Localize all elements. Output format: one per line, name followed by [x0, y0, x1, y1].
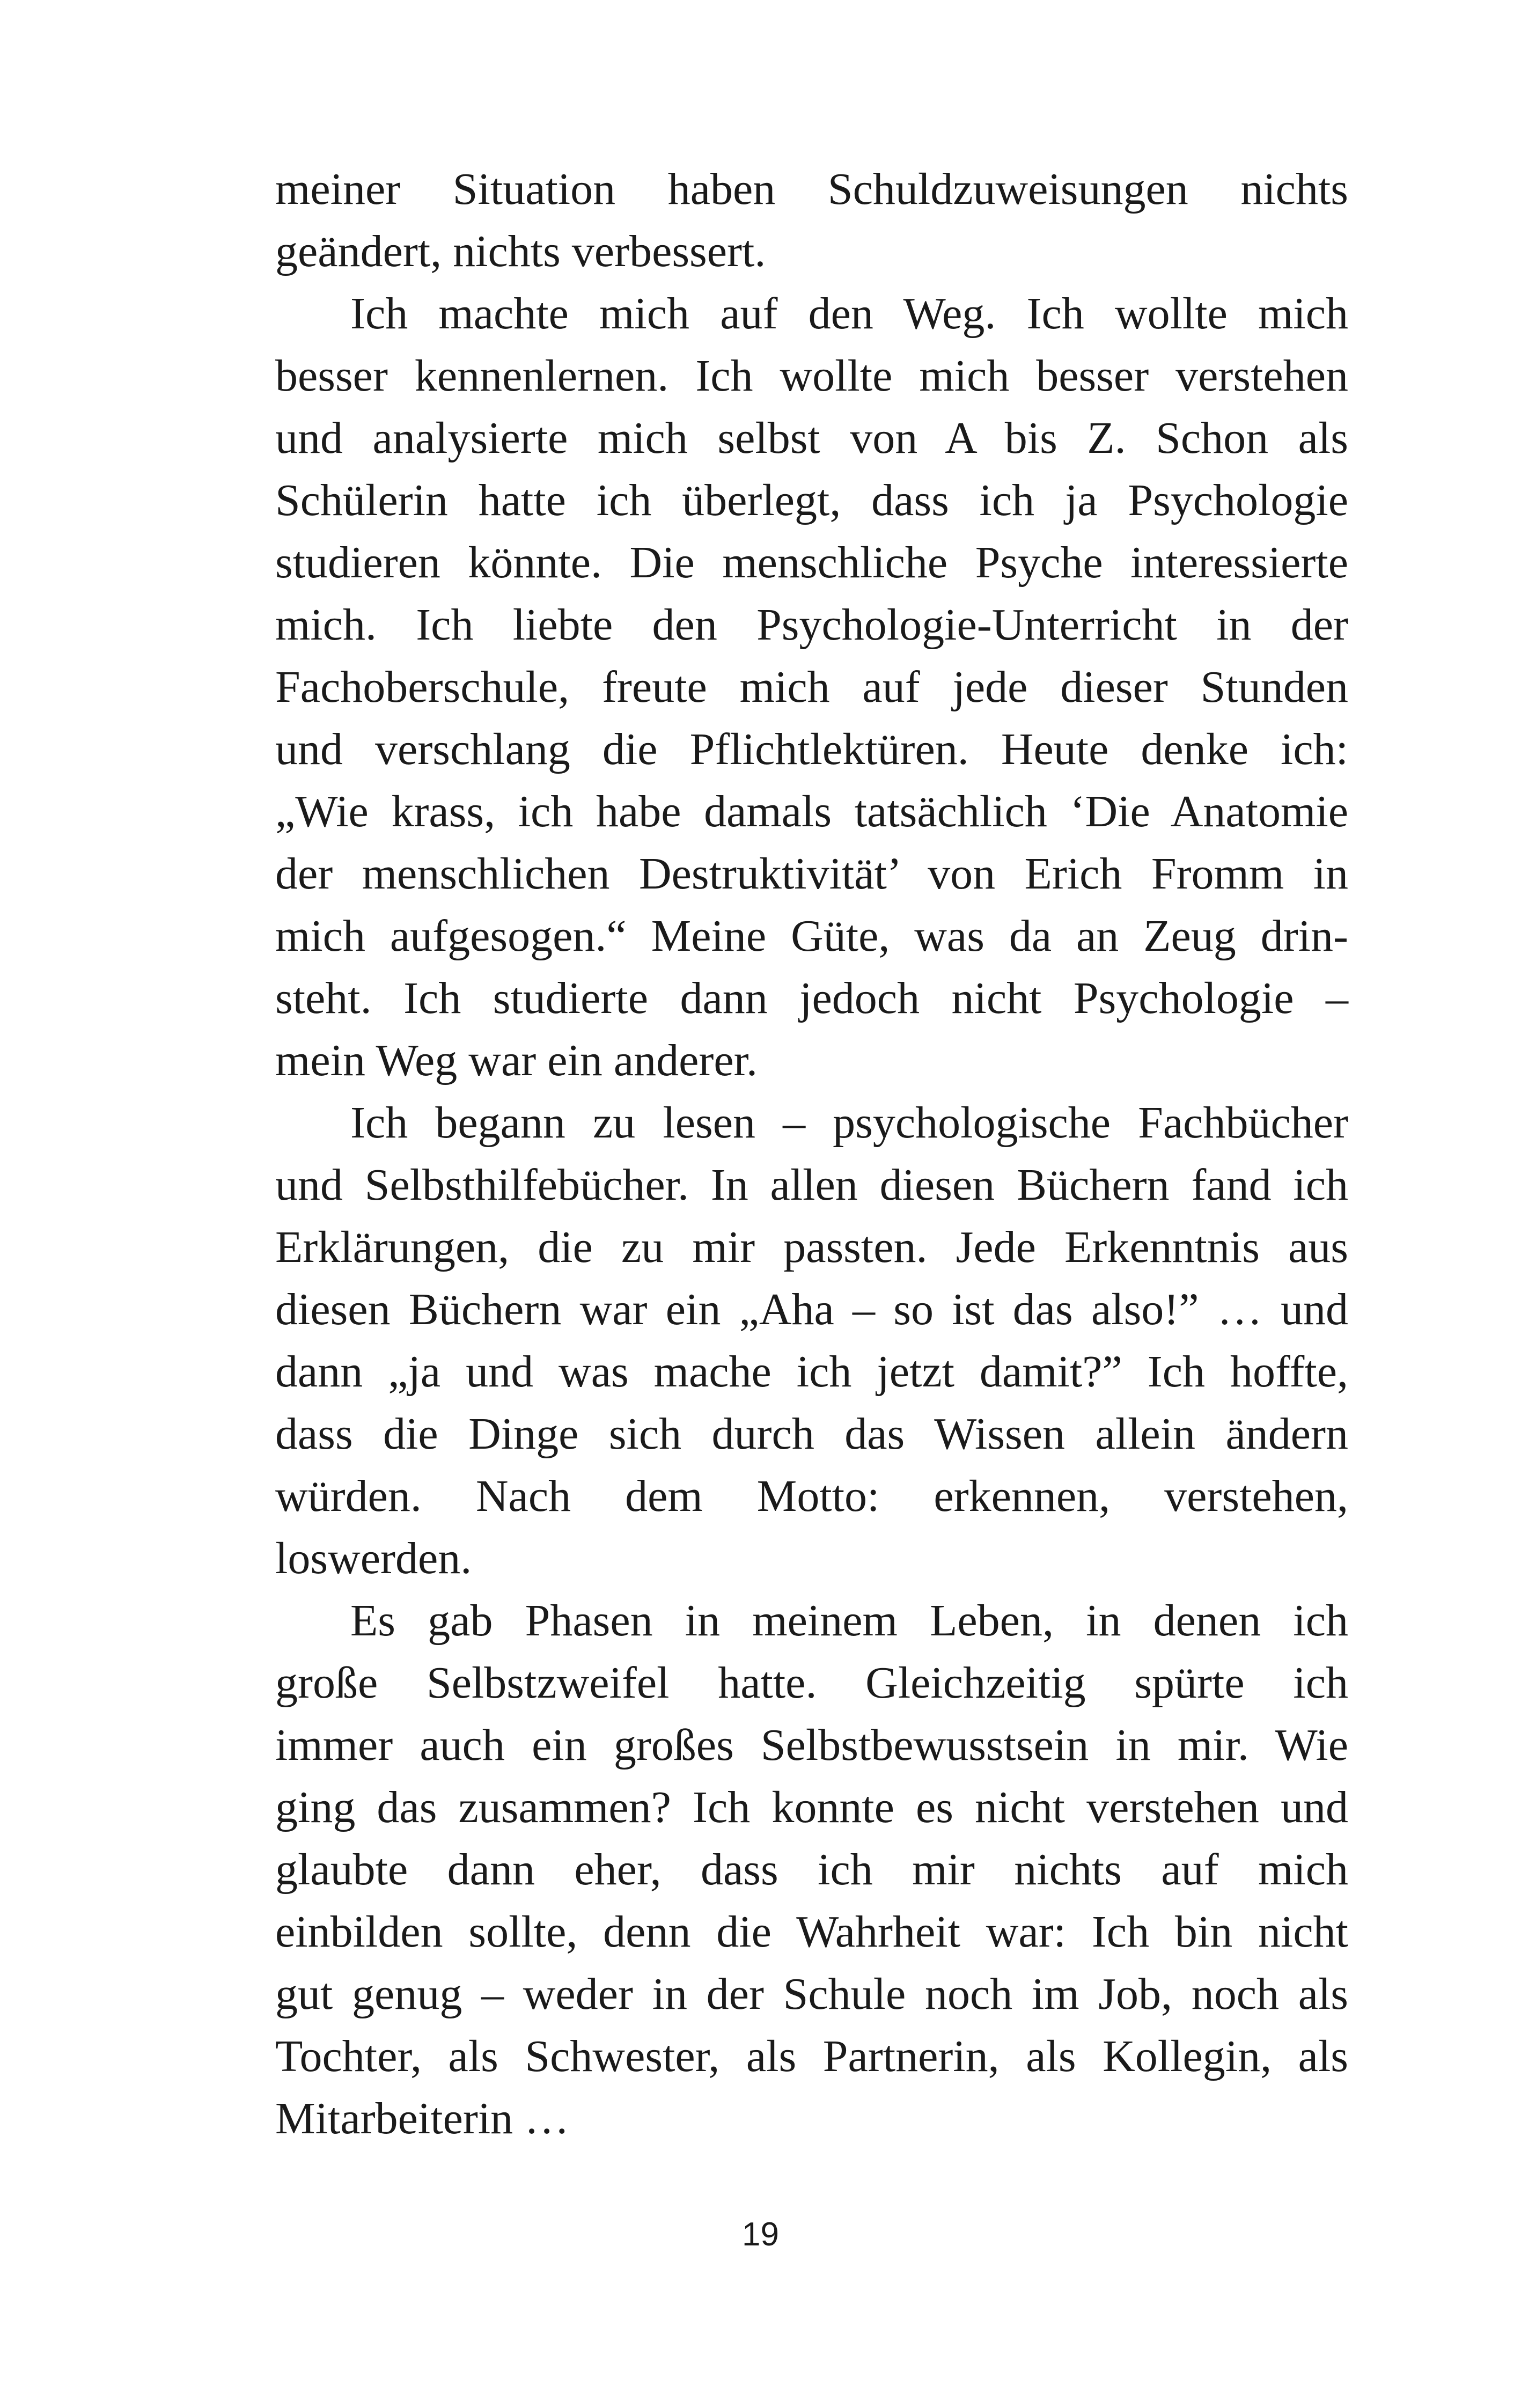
text-line: Mitarbeiterin …	[275, 2094, 570, 2143]
text-line: dann „ja und was mache ich jetzt damit?” Ich hoffte,	[275, 1347, 1348, 1397]
page-number: 19	[742, 2216, 779, 2253]
text-line: studieren könnte. Die menschliche Psyche interessierte	[275, 538, 1348, 588]
text-line: diesen Büchern war ein „Aha – so ist das also!” … und	[275, 1284, 1348, 1334]
body-text	[275, 158, 1348, 2150]
text-line: immer auch ein großes Selbstbewusstsein in mir. Wie	[275, 1720, 1348, 1770]
text-line: glaubte dann eher, dass ich mir nichts auf mich	[275, 1845, 1348, 1895]
text-line: Erklärungen, die zu mir passten. Jede Erkenntnis aus	[275, 1222, 1348, 1272]
text-line: einbilden sollte, denn die Wahrheit war: Ich bin nicht	[275, 1907, 1348, 1957]
text-line: und verschlang die Pflichtlektüren. Heute denke ich:	[275, 724, 1348, 774]
text-line: mich. Ich liebte den Psychologie-Unterricht in der	[275, 600, 1348, 650]
text-line: und Selbsthilfebücher. In allen diesen Büchern fand ich	[275, 1160, 1348, 1210]
text-line: der menschlichen Destruktivität’ von Erich Fromm in	[275, 849, 1348, 899]
text-line: große Selbstzweifel hatte. Gleichzeitig spürte ich	[275, 1658, 1348, 1708]
text-line: würden. Nach dem Motto: erkennen, verstehen,	[275, 1471, 1348, 1521]
text-line: Fachoberschule, freute mich auf jede dieser Stunden	[275, 662, 1348, 712]
text-line: steht. Ich studierte dann jedoch nicht Psychologie –	[275, 973, 1348, 1023]
text-line: Schülerin hatte ich überlegt, dass ich ja Psychologie	[275, 475, 1348, 525]
text-line: gut genug – weder in der Schule noch im Job, noch als	[275, 1969, 1348, 2019]
paragraph-start-line: Ich begann zu lesen – psychologische Fachbücher	[350, 1098, 1348, 1148]
paragraph-start-line: Ich machte mich auf den Weg. Ich wollte mich	[350, 289, 1348, 339]
text-line: ging das zusammen? Ich konnte es nicht verstehen und	[275, 1782, 1348, 1832]
text-line: Tochter, als Schwester, als Partnerin, als Kollegin, als	[275, 2031, 1348, 2081]
text-line: dass die Dinge sich durch das Wissen allein ändern	[275, 1409, 1348, 1459]
text-line: mein Weg war ein anderer.	[275, 1036, 758, 1085]
text-line: meiner Situation haben Schuldzuweisungen nichts	[275, 164, 1348, 214]
text-line: besser kennenlernen. Ich wollte mich besser verstehen	[275, 351, 1348, 401]
text-line: mich aufgesogen.“ Meine Güte, was da an Zeug drin-	[275, 911, 1348, 961]
text-line: geändert, nichts verbessert.	[275, 226, 766, 276]
text-line: „Wie krass, ich habe damals tatsächlich ‘Die Anatomie	[275, 787, 1348, 836]
paragraph-start-line: Es gab Phasen in meinem Leben, in denen ich	[350, 1596, 1348, 1646]
text-line: loswerden.	[275, 1533, 472, 1583]
text-line: und analysierte mich selbst von A bis Z. Schon als	[275, 413, 1348, 463]
